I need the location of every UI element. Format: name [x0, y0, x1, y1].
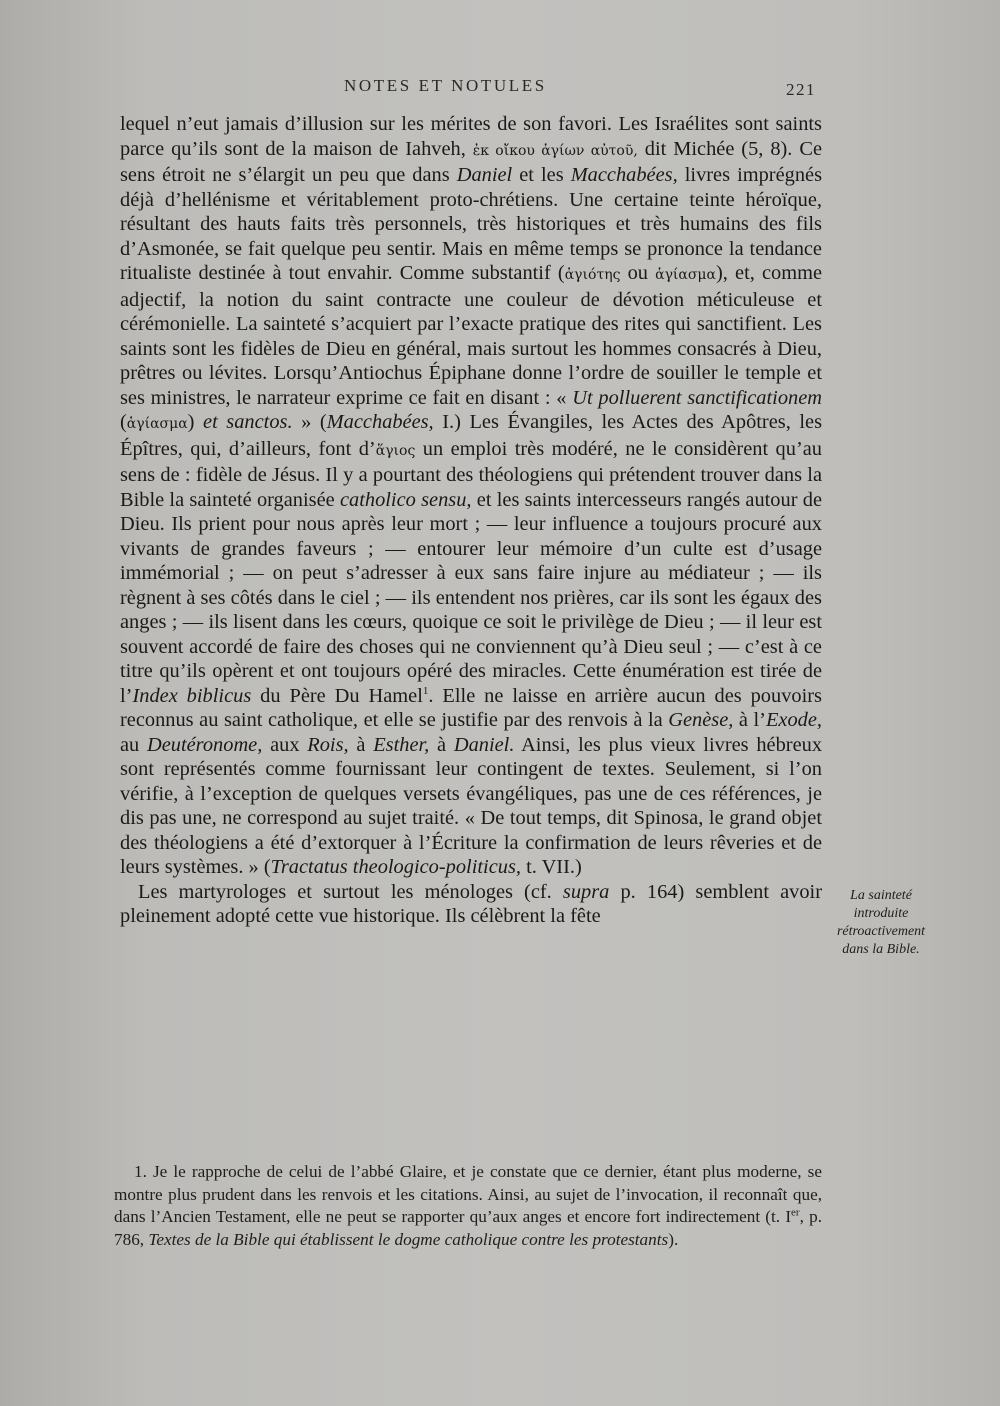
italic-quote: et sanctos. [203, 411, 293, 433]
text-run: t. VII.) [520, 856, 582, 878]
text-run: et les [512, 164, 571, 186]
text-run: I.) Les Évangiles, les Actes des Apôtres, les Épîtres, qui, d’ailleurs, font d’ [120, 411, 823, 460]
italic-title: Daniel [456, 164, 513, 186]
text-run: p. 164) semblent avoir pleinement adopté cette vue historique. Ils célèbrent la fête [120, 880, 823, 927]
italic-title: Esther, [373, 733, 430, 756]
text-run: et les saints intercesseurs rangés autour de Dieu. Ils prient pour nous après leur mort ; — leur influence a toujours procuré aux vivants de grandes faveurs ; — entourer leur mémoire d’un culte est d’usage immémorial ; — on peut s’adresser à eux sans faire injure au médiateur ; — ils règnent à ses côtés dans le ciel ; — ils entendent nos prières, car ils sont les égaux des anges ; — ils lisent dans les cœurs, quoique ce soit le privilège de Dieu ; — il leur est souvent accordé de faire des choses qui ne conviennent qu’à Dieu seul ; — c’est à ce titre qu’ils opèrent et ont toujours opéré des miracles. Cette énumération est tirée de l’ [120, 488, 822, 707]
text-run: aux [262, 733, 308, 756]
text-run: ). [668, 1229, 679, 1249]
italic-phrase: catholico sensu, [339, 488, 472, 511]
greek-word: ἁγιότης [564, 267, 621, 283]
italic-title: Genèse, [668, 709, 734, 731]
text-run: du Père Du Hamel [251, 684, 423, 707]
text-run: , p. 786, [114, 1207, 822, 1249]
text-run: un emploi très modéré, ne le considèrent qu’au sens de : fidèle de Jésus. Il y a pourtant des théologiens qui prétendent trouver dans la Bible la sainteté organisée [120, 437, 822, 511]
italic-quote: Ut polluerent sanctificationem [572, 386, 822, 409]
main-text [120, 112, 822, 929]
marginal-line: La sainteté [850, 888, 912, 903]
text-run: Les martyrologes et surtout les ménologes (cf. [138, 880, 563, 903]
marginal-line: introduite [853, 906, 909, 921]
marginal-line: dans la Bible. [842, 942, 920, 957]
text-run: à [348, 733, 374, 756]
text-run: ( [120, 411, 127, 433]
text-run: » ( [292, 411, 327, 433]
text-run: au [120, 733, 147, 756]
greek-quote: ἐκ οἴκου ἁγίων αὐτοῦ, [472, 142, 638, 159]
italic-title: Macchabées, [326, 411, 434, 433]
greek-word: ἁγίασμα [126, 416, 188, 432]
text-run: lequel n’eut jamais d’illusion sur les mérites de son favori. Les Israélites sont saints parce qu’ils sont de la maison de Iahveh, [120, 113, 822, 160]
greek-word: ἅγιος [375, 442, 416, 459]
text-run: à l’ [733, 709, 766, 731]
italic-title: Index biblicus [132, 684, 252, 707]
text-run: Ainsi, les plus vieux livres hébreux sont représentés comme fournissant leur contingent de textes. Seulement, si l’on vérifie, à l’exception de quelques versets évangéliques, pas une de ces références, je dis pas une, ne correspond au sujet traité. « De tout temps, dit Spinosa, le grand objet des théologiens a été d’extorquer à l’Écriture la confirmation de leurs rêveries et de leurs systèmes. » ( [120, 733, 823, 878]
italic-title: Rois, [307, 733, 349, 756]
greek-word: ἁγίασμα [655, 267, 716, 283]
text-run: à [429, 733, 454, 756]
paragraph-1 [120, 112, 822, 880]
footnote [114, 1161, 822, 1251]
marginal-note [826, 887, 936, 959]
italic-word: supra [562, 880, 610, 903]
text-run: ou [620, 262, 656, 284]
italic-title: Textes de la Bible qui établissent le dogme catholique contre les protestants [148, 1229, 669, 1249]
italic-title: Exode, [765, 709, 823, 731]
superscript: er [791, 1206, 800, 1219]
text-run: . Elle ne laisse en arrière aucun des pouvoirs reconnus au saint catholique, et elle se justifie par des renvois à la [120, 684, 822, 731]
paragraph-2 [120, 880, 822, 929]
italic-title: Deutéronome, [147, 733, 263, 756]
text-run: 1. Je le rapproche de celui de l’abbé Glaire, et je constate que ce dernier, étant plus moderne, se montre plus prudent dans les renvois et les citations. Ainsi, au sujet de l’invocation, il reconnaît que, dans l’Ancien Testament, elle ne peut se rapporter qu’aux anges et encore fort indirectement (t. I [114, 1162, 822, 1226]
italic-title: Daniel. [453, 733, 515, 756]
text-run: dit Michée (5, 8). Ce sens étroit ne s’élargit un peu que dans [120, 137, 822, 186]
running-title: NOTES ET NOTULES [344, 76, 547, 95]
italic-title: Tractatus theologico-politicus, [270, 856, 521, 878]
footnote-ref: 1 [422, 684, 429, 697]
text-run: ) [187, 411, 204, 433]
page-number: 221 [786, 80, 816, 99]
marginal-line: rétroactivement [836, 924, 926, 939]
text-run: livres imprégnés déjà d’hellénisme et véritablement proto-chrétiens. Une certaine teinte héroïque, résultant des hauts faits très personnels, très historiques et très humains des fils d’Asmonée, se fait quelque peu sentir. Mais en même temps se prononce la tendance ritualiste destinée à tout envahir. Comme substantif ( [120, 164, 823, 284]
italic-title: Macchabées, [570, 164, 678, 186]
text-run: ), et, comme adjectif, la notion du saint contracte une couleur de dévotion méticuleuse et cérémonielle. La sainteté s’acquiert par l’exacte pratique des rites qui sanctifient. Les saints sont les fidèles de Dieu en général, mais surtout les hommes consacrés à Dieu, prêtres ou lévites. Lorsqu’Antiochus Épiphane donne l’ordre de souiller le temple et ses ministres, le narrateur exprime ce fait en disant : « [120, 262, 822, 409]
